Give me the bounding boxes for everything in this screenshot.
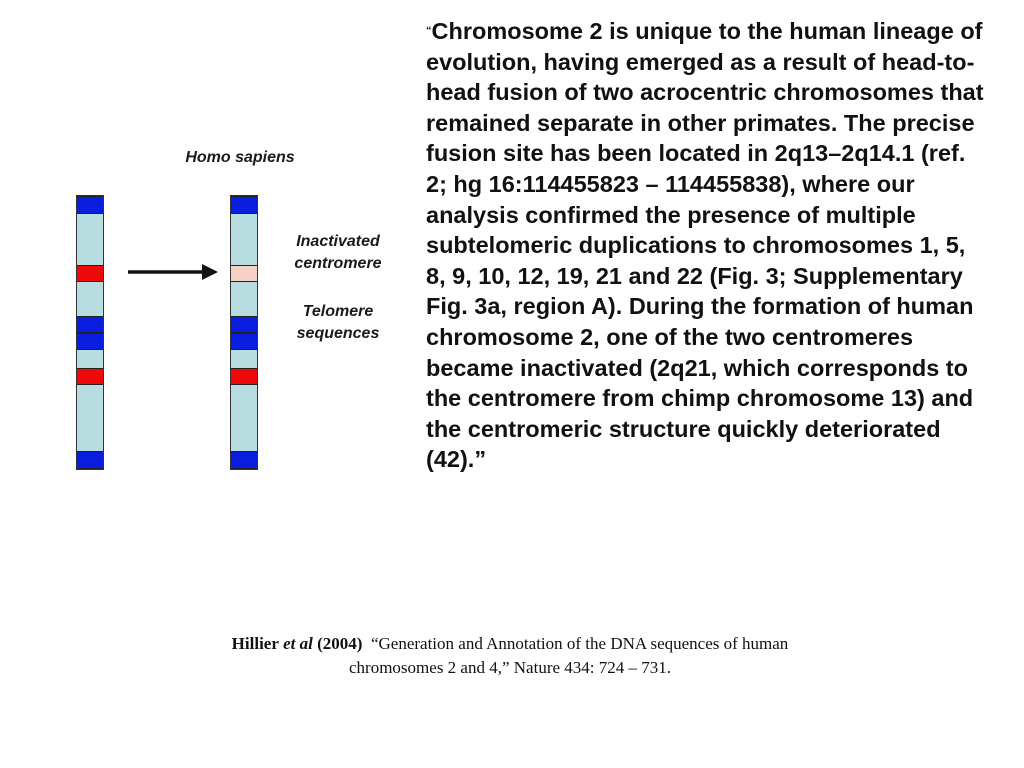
telomere-band: [231, 196, 257, 214]
fusion-arrow: [128, 260, 218, 284]
inactivated-centromere-label: [272, 231, 404, 275]
centromere-band: [231, 368, 257, 385]
species-label: Homo sapiens: [185, 149, 295, 166]
centromere-band: [77, 368, 103, 385]
citation-line2: chromosomes 2 and 4,” Nature 434: 724 – 731.: [349, 658, 671, 677]
centromere-band: [77, 265, 103, 282]
telomere-label-line2: sequences: [296, 325, 380, 342]
telomere-band: [231, 316, 257, 333]
citation: [150, 632, 870, 680]
telomere-label-line1: Telomere: [302, 303, 374, 320]
telomere-sequences-label: [272, 301, 404, 345]
citation-title-line1: “Generation and Annotation of the DNA sequences of human: [370, 634, 789, 653]
inactivated-label-line2: centromere: [294, 255, 382, 272]
telomere-band: [231, 333, 257, 350]
citation-etal: et al: [283, 634, 313, 653]
telomere-band: [77, 333, 103, 350]
ancestral-chromosomes: [76, 195, 104, 470]
telomere-band: [77, 316, 103, 333]
telomere-band: [77, 196, 103, 214]
quote-text-block: [426, 16, 986, 475]
quote-open-mark: “: [426, 25, 432, 37]
citation-author: Hillier: [231, 634, 279, 653]
quote-body: Chromosome 2 is unique to the human lineage of evolution, having emerged as a result of head-to-head fusion of two acrocentric chromosomes that remained separate in other primates. The precise fusion site has been located in 2q13–2q14.1 (ref. 2; hg 16:114455823 – 114455838), where our analysis confirmed the presence of multiple subtelomeric duplications to chromosomes 1, 5, 8, 9, 10, 12, 19, 21 and 22 (Fig. 3; Supplementary Fig. 3a, region A). During the formation of human chromosome 2, one of the two centromeres became inactivated (2q21, which corresponds to the centromere from chimp chromosome 13) and the centromeric structure quickly deteriorated (42).”: [426, 18, 984, 473]
telomere-band: [77, 451, 103, 469]
inactivated-label-line1: Inactivated: [296, 233, 380, 250]
telomere-band: [231, 451, 257, 469]
citation-year: (2004): [317, 634, 363, 653]
inactivated-centromere-band: [231, 265, 257, 282]
human-chromosome-2: [230, 195, 258, 470]
